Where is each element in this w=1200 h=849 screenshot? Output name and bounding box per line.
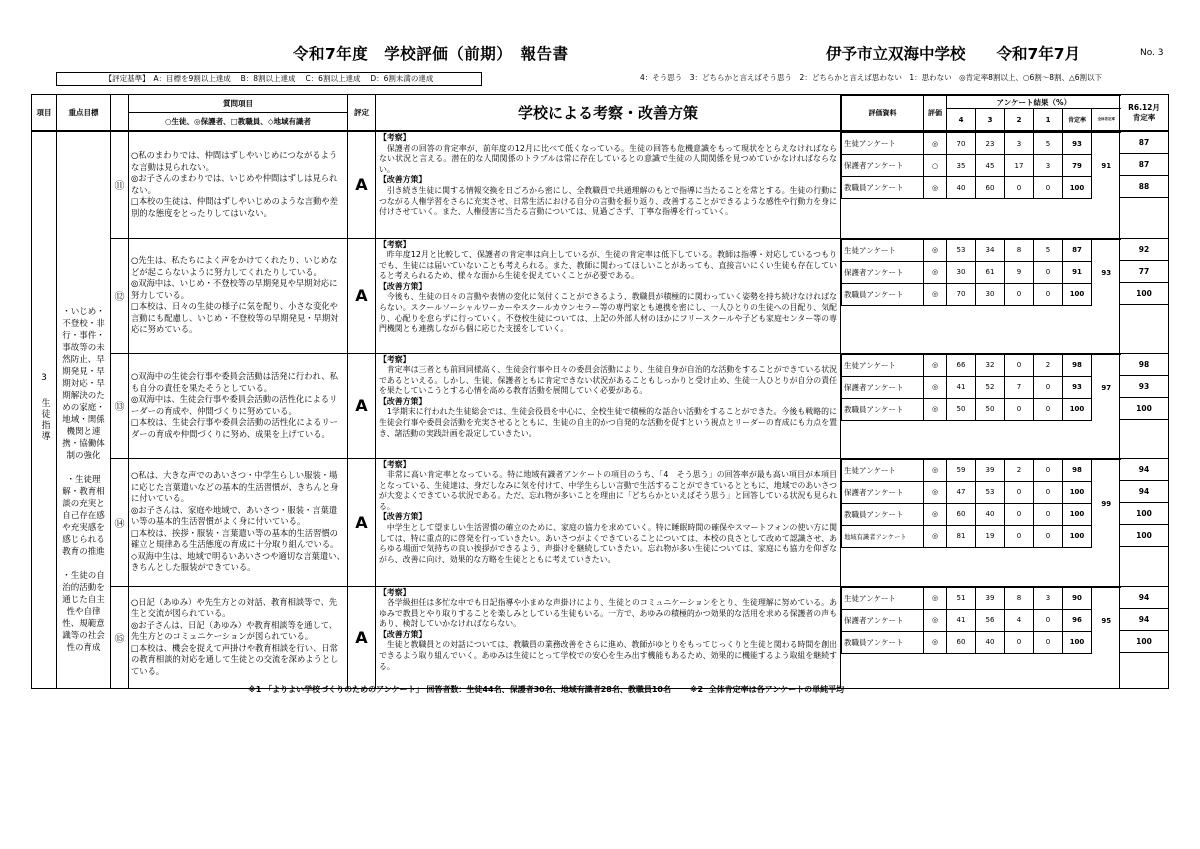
survey-source: 保護者アンケート (842, 609, 924, 631)
question-text: ◎双海中は、いじめ・不登校等の早期発見や早期対応に努力している。 (131, 278, 338, 300)
survey-s3: 30 (976, 283, 1005, 305)
report-title: 令和7年度 学校評価（前期） 報告書 (293, 45, 569, 63)
question-items (129, 131, 348, 238)
grade-value: A (348, 238, 376, 353)
category-name: 生徒指導 (39, 398, 50, 443)
kousatsu-text: 昨年度12月と比較して、保護者の肯定率は向上しているが、生徒の肯定率は低下している。教師は指導・対応しているつもりでも、生徒には届いていないことも考えられる。また、教師に関わってほしいことがあっても、直接言いにくい生徒も存在していると考えられるため、様々な面から生徒を捉えていくことが必要である。 (379, 250, 837, 281)
survey-s1: 2 (1034, 354, 1063, 376)
survey-s3: 53 (976, 481, 1005, 503)
survey-s1: 0 (1034, 261, 1063, 283)
question-number: ⑫ (111, 238, 129, 353)
kaizen-text: 引き続き生徒に関する情報交換を日ごろから密にし、全教職員で共通理解のもとで指導に当たることを常とする。生徒の行動につながる人権学習をさらに充実させ、日常生活における自分の言動を振り返り、改善することができるような感性や行動力を身に付けさせていく。また、人権侵害に当たる言動については、見過ごさず、丁寧な指導を行っていく。 (379, 185, 837, 217)
question-text: ◎双海中は、生徒会行事や委員会活動の活性化によるリーダーの育成や、仲間づくりに努めている。 (131, 394, 338, 416)
survey-s4: 60 (947, 631, 976, 653)
col-prev-bottom: 肯定率 (1132, 112, 1156, 122)
prev-rate: 100 (1120, 503, 1168, 525)
survey-rate: 98 (1063, 459, 1092, 481)
question-text: □本校は、機会を捉えて声掛けや教育相談を行い、日常の教育相談的対応を通して生徒との交流を深めようとしている。 (131, 642, 339, 676)
prev-rate: 94 (1120, 587, 1168, 609)
survey-row (842, 525, 1121, 547)
eval-mark: ◎ (924, 261, 947, 283)
survey-row (842, 354, 1121, 376)
kousatsu-heading: 【考察】 (379, 354, 411, 364)
kaizen-heading: 【改善方策】 (379, 512, 427, 522)
survey-rate: 87 (1063, 239, 1092, 261)
survey-s4: 50 (947, 398, 976, 420)
survey-source: 保護者アンケート (842, 155, 924, 177)
eval-mark: ◎ (924, 525, 947, 547)
survey-results (841, 353, 1120, 458)
survey-s4: 41 (947, 609, 976, 631)
survey-s2: 8 (1005, 239, 1034, 261)
prev-rate-cell (1120, 586, 1169, 688)
eval-mark: ◎ (924, 481, 947, 503)
survey-source: 保護者アンケート (842, 261, 924, 283)
prev-rate: 88 (1120, 176, 1168, 198)
prev-rate: 94 (1120, 459, 1168, 481)
survey-row (842, 239, 1121, 261)
survey-rate: 100 (1063, 525, 1092, 547)
survey-row (842, 631, 1121, 653)
eval-mark: ◎ (924, 177, 947, 199)
survey-rate: 90 (1063, 587, 1092, 609)
overall-rate: 97 (1092, 354, 1121, 421)
survey-results (841, 238, 1120, 353)
col-s2: 2 (1005, 109, 1034, 131)
grade-value: A (348, 353, 376, 458)
school-and-date: 伊予市立双海中学校 令和7年7月 (826, 45, 1081, 63)
survey-row (842, 503, 1121, 525)
eval-mark: ◎ (924, 587, 947, 609)
survey-s1: 0 (1034, 503, 1063, 525)
prev-rate: 87 (1120, 132, 1168, 154)
analysis-cell (376, 131, 841, 238)
survey-source: 教職員アンケート (842, 631, 924, 653)
survey-s3: 34 (976, 239, 1005, 261)
col-grade: 評定 (348, 95, 376, 132)
survey-results (841, 131, 1120, 238)
survey-s2: 2 (1005, 459, 1034, 481)
prev-rate: 92 (1120, 239, 1168, 261)
kousatsu-heading: 【考察】 (379, 459, 411, 469)
question-text: ◎お子さんは、家庭や地域で、あいさつ・服装・言葉遣い等の基本的生活習慣がよく身に付いている。 (131, 504, 338, 527)
survey-source: 生徒アンケート (842, 587, 924, 609)
survey-s4: 53 (947, 239, 976, 261)
prev-rate: 94 (1120, 609, 1168, 631)
table-row (32, 458, 1169, 586)
grade-value: A (348, 458, 376, 586)
kaizen-heading: 【改善方策】 (379, 629, 427, 639)
table-row (32, 353, 1169, 458)
overall-rate: 99 (1092, 459, 1121, 548)
survey-rate: 93 (1063, 133, 1092, 155)
survey-row (842, 609, 1121, 631)
goal-3: ・生徒の自治的活動を通じた自主性や自律性、規範意識等の社会性の育成 (62, 570, 105, 653)
prev-rate-cell (1120, 131, 1169, 238)
survey-s3: 23 (976, 133, 1005, 155)
category-cell (32, 131, 57, 688)
kaizen-text: 生徒と教職員との対話については、教職員の業務改善をさらに進め、教師がゆとりをもってじっくりと生徒と関わる時間を創出できるよう取り組んでいく。あゆみは生徒にとって学校での安心を生み出す機能もあるため、効果的に機能するよう取組を継続する。 (379, 640, 837, 671)
prev-rate-cell (1120, 353, 1169, 458)
kaizen-heading: 【改善方策】 (379, 396, 427, 406)
analysis-cell (376, 586, 841, 688)
question-text: □本校は、生徒会行事や委員会活動の活性化によるリーダーの育成や仲間づくりに努め、成果を上げている。 (131, 417, 338, 439)
eval-mark: ◎ (924, 459, 947, 481)
question-text: ○私のまわりでは、仲間はずしやいじめにつながるような言動は見られない。 (131, 150, 338, 172)
goal-1: ・いじめ・不登校・非行・事件・事故等の未然防止、早期発見・早期対応・早期解決のための家庭・地域・関係機関と連携・協働体制の強化 (62, 306, 105, 461)
survey-row (842, 459, 1121, 481)
question-number: ⑪ (111, 131, 129, 238)
prev-rate: 100 (1120, 525, 1168, 547)
question-number: ⑮ (111, 586, 129, 688)
survey-s3: 40 (976, 503, 1005, 525)
survey-s1: 5 (1034, 239, 1063, 261)
survey-s1: 0 (1034, 398, 1063, 420)
kaizen-text: 今後も、生徒の日々の言動や表情の変化に気付くことができるよう、教職員が積極的に関わっていく姿勢を持ち続けなければならない。スクールソーシャルワーカーやスクールカウンセラー等の専門家とも連携を密にし、一人ひとりの生徒への目配り、気配り、心配りを怠らずに行っていく。不登校生徒については、上記の外部人材のほかにフリースクールや子ども家庭センター等の専門機関とも連携しながら個に応じた支援をしていく。 (379, 292, 837, 334)
page-number: No. 3 (1140, 48, 1164, 58)
col-overall: 全体肯定率 (1092, 109, 1121, 131)
col-question-sub: ○生徒、◎保護者、□教職員、◇地域有識者 (129, 112, 348, 131)
survey-s3: 61 (976, 261, 1005, 283)
survey-row (842, 398, 1121, 420)
survey-row (842, 481, 1121, 503)
survey-s1: 3 (1034, 155, 1063, 177)
col-rate: 肯定率 (1063, 109, 1092, 131)
analysis-cell (376, 238, 841, 353)
survey-s1: 0 (1034, 283, 1063, 305)
goal-cell (57, 131, 111, 688)
survey-s1: 3 (1034, 587, 1063, 609)
survey-rate: 100 (1063, 177, 1092, 199)
survey-s4: 51 (947, 587, 976, 609)
survey-s3: 50 (976, 398, 1005, 420)
survey-source: 教職員アンケート (842, 503, 924, 525)
survey-s2: 9 (1005, 261, 1034, 283)
kaizen-text: 中学生として望ましい生活習慣の確立のために、家庭の協力を求めていく。特に睡眠時間の確保やスマートフォンの使い方に関しては、特に重点的に啓発を行っていきたい。あいさつがよくできていることについては、本校の良さとして改めて認識させ、あらゆる場面で気持ちの良い挨拶ができるよう、声掛けを継続していきたい。忘れ物が多い生徒については、家庭にも協力を仰ぎながら、改善に向け、効果的な方略を生徒とともに考えていきたい。 (379, 523, 837, 564)
question-text: □本校は、挨拶・服装・言葉遣い等の基本的生活習慣の確立と規律ある生活態度の育成に十分取り組んでいる。 (131, 527, 339, 550)
overall-rate: 93 (1092, 239, 1121, 306)
col-survey: アンケート結果（%） (947, 96, 1121, 109)
grading-criteria: 【評定基準】 A：目標を9割以上達成 B：8割以上達成 C：6割以上達成 D：6割未満の達成 (56, 72, 482, 86)
survey-rate: 93 (1063, 376, 1092, 398)
survey-s3: 39 (976, 587, 1005, 609)
survey-row (842, 261, 1121, 283)
analysis-cell (376, 458, 841, 586)
goal-2: ・生徒理解・教育相談の充実と自己存在感や充実感を感じられる教育の推進 (62, 474, 105, 557)
survey-s2: 0 (1005, 525, 1034, 547)
survey-source: 教職員アンケート (842, 398, 924, 420)
question-text: □本校の生徒は、仲間はずしやいじめのような言動や差別的な態度をとったりしてはいない。 (131, 196, 338, 218)
question-number: ⑬ (111, 353, 129, 458)
eval-mark: ◎ (924, 354, 947, 376)
question-text: ○双海中の生徒会行事や委員会活動は活発に行われ、私も自分の責任を果たそうとしている。 (131, 371, 338, 393)
survey-source: 教職員アンケート (842, 177, 924, 199)
survey-s2: 4 (1005, 609, 1034, 631)
question-text: ◇双海中生は、地域で明るいあいさつや適切な言葉遣い、きちんとした服装ができている。 (131, 550, 345, 573)
col-eval: 評価 (924, 96, 947, 131)
survey-rate: 100 (1063, 631, 1092, 653)
eval-mark: ◎ (924, 283, 947, 305)
survey-legend: 4：そう思う 3：どちらかと言えばそう思う 2：どちらかと言えば思わない 1：思わない ◎肯定率8割以上、○6割～8割、△6割以下 (640, 73, 1103, 82)
survey-s2: 3 (1005, 133, 1034, 155)
survey-row (842, 177, 1121, 199)
question-text: ○私は、大きな声でのあいさつ・中学生らしい服装・場に応じた言葉遣いなどの基本的生活習慣が、きちんと身に付いている。 (131, 470, 339, 504)
survey-s2: 0 (1005, 398, 1034, 420)
survey-s1: 0 (1034, 376, 1063, 398)
question-text: ○日記（あゆみ）や先生方との対話、教育相談等で、先生と交流が図られている。 (131, 596, 338, 619)
survey-s3: 52 (976, 376, 1005, 398)
survey-source: 生徒アンケート (842, 239, 924, 261)
question-number: ⑭ (111, 458, 129, 586)
survey-s1: 0 (1034, 525, 1063, 547)
kousatsu-heading: 【考察】 (379, 239, 411, 249)
kousatsu-text: 保護者の回答の肯定率が、前年度の12月に比べて低くなっている。生徒の回答も危機意識をもって現状をとらえなければならない状況と言える。潜在的な人間関係のトラブルは常に存在しているとの意識で生徒の人間関係を見つめていかなければならない。 (379, 143, 837, 174)
col-item: 項目 (32, 95, 57, 132)
survey-s3: 40 (976, 631, 1005, 653)
question-items (129, 586, 348, 688)
survey-s4: 41 (947, 376, 976, 398)
prev-rate: 100 (1120, 631, 1168, 653)
eval-mark: ◎ (924, 133, 947, 155)
prev-rate: 98 (1120, 354, 1168, 376)
prev-rate: 100 (1120, 398, 1168, 420)
survey-s3: 39 (976, 459, 1005, 481)
survey-results (841, 586, 1120, 688)
survey-row (842, 587, 1121, 609)
survey-s1: 0 (1034, 459, 1063, 481)
survey-s1: 0 (1034, 609, 1063, 631)
survey-s3: 19 (976, 525, 1005, 547)
eval-mark: ◎ (924, 398, 947, 420)
survey-s2: 8 (1005, 587, 1034, 609)
prev-rate: 100 (1120, 283, 1168, 305)
table-row (32, 586, 1169, 688)
survey-s4: 70 (947, 283, 976, 305)
kousatsu-text: 非常に高い肯定率となっている。特に地域有識者アンケートの項目のうち、「4 そう思う」の回答率が最も高い項目が本項目となっている、生徒達は、身だしなみに気を付けて、中学生らしい言動で生活することができているとともに、地域でのあいさつが大変よくできている状況である。ただ、忘れ物が多いことを理由に「どちらかといえばそう思う」と回答している状況も見られる。 (379, 470, 837, 511)
question-text: ◎お子さんは、日記（あゆみ）や教育相談等を通して、先生方とのコミュニケーションが図られている。 (131, 619, 338, 642)
grade-value: A (348, 586, 376, 688)
col-s3: 3 (976, 109, 1005, 131)
kousatsu-text: 各学級担任は多忙な中でも日記指導や小まめな声掛けにより、生徒とのコミュニケーションをとり、生徒理解に努めている。あゆみで教員とやり取りすることを楽しみとしている生徒もいる。一方で、あゆみの積極的かつ効果的な活用を求める保護者の声もあり、検討していかなければならない。 (379, 598, 837, 629)
survey-s4: 81 (947, 525, 976, 547)
col-goal: 重点目標 (57, 95, 111, 132)
survey-row (842, 283, 1121, 305)
survey-s4: 70 (947, 133, 976, 155)
eval-mark: ◎ (924, 609, 947, 631)
question-items (129, 458, 348, 586)
survey-source: 教職員アンケート (842, 283, 924, 305)
overall-rate: 91 (1092, 133, 1121, 200)
survey-rate: 100 (1063, 481, 1092, 503)
survey-s4: 60 (947, 503, 976, 525)
survey-source: 生徒アンケート (842, 354, 924, 376)
question-text: ◎お子さんのまわりでは、いじめや仲間はずしは見られない。 (131, 173, 338, 195)
survey-s2: 0 (1005, 631, 1034, 653)
survey-s1: 5 (1034, 133, 1063, 155)
survey-s1: 0 (1034, 631, 1063, 653)
survey-rate: 100 (1063, 283, 1092, 305)
col-analysis: 学校による考察・改善方策 (376, 95, 841, 132)
kousatsu-heading: 【考察】 (379, 133, 411, 142)
kousatsu-heading: 【考察】 (379, 587, 411, 597)
overall-rate: 95 (1092, 587, 1121, 654)
prev-rate: 77 (1120, 261, 1168, 283)
survey-results (841, 458, 1120, 586)
survey-s2: 0 (1005, 177, 1034, 199)
eval-mark: ◎ (924, 239, 947, 261)
survey-s1: 0 (1034, 177, 1063, 199)
survey-s4: 35 (947, 155, 976, 177)
eval-mark: ◎ (924, 631, 947, 653)
col-prev (1120, 95, 1169, 132)
table-row (32, 238, 1169, 353)
prev-rate-cell (1120, 458, 1169, 586)
col-num (111, 95, 129, 132)
col-prev-top: R6.12月 (1128, 102, 1160, 112)
survey-s2: 0 (1005, 481, 1034, 503)
survey-s2: 17 (1005, 155, 1034, 177)
col-question: 質問項目 (129, 95, 348, 113)
col-material: 評価資料 (842, 96, 924, 131)
survey-s3: 56 (976, 609, 1005, 631)
survey-source: 保護者アンケート (842, 376, 924, 398)
col-s4: 4 (947, 109, 976, 131)
survey-s3: 60 (976, 177, 1005, 199)
survey-s4: 47 (947, 481, 976, 503)
survey-rate: 91 (1063, 261, 1092, 283)
kaizen-text: 1学期末に行われた生徒総会では、生徒会役員を中心に、全校生徒で積極的な話合い活動をすることができた。今後も戦略的に生徒会行事や委員会活動を充実させるとともに、生徒の自主的かつ自発的な活動を促すという視点とリーダーの育成にも力点を置き、諸活動の実践計画を設定していきたい。 (379, 407, 837, 438)
survey-rate: 79 (1063, 155, 1092, 177)
prev-rate: 94 (1120, 481, 1168, 503)
survey-s1: 0 (1034, 481, 1063, 503)
survey-rate: 100 (1063, 503, 1092, 525)
survey-s4: 30 (947, 261, 976, 283)
kaizen-heading: 【改善方策】 (379, 281, 427, 291)
survey-s4: 66 (947, 354, 976, 376)
survey-source: 地域有識者アンケート (842, 525, 924, 547)
prev-rate-cell (1120, 238, 1169, 353)
survey-row (842, 376, 1121, 398)
survey-rate: 96 (1063, 609, 1092, 631)
col-survey-group (841, 95, 1120, 132)
survey-source: 保護者アンケート (842, 481, 924, 503)
survey-row (842, 133, 1121, 155)
survey-rate: 100 (1063, 398, 1092, 420)
kousatsu-text: 肯定率は三者とも前回同様高く、生徒会行事や日々の委員会活動により、生徒自身が自治的な活動をすることができている状況であるといえる。しかし、生徒、保護者ともに肯定できない状況があることもしっかりと受け止め、生徒一人ひとりが自分の責任を果たしていこうとする心情を高める教育活動を展開していく必要がある。 (379, 365, 837, 396)
footnote: ※1 「よりよい学校づくりのためのアンケート」 回答者数：生徒44名、保護者30名、地域有識者28名、教職員10名 ※2 全体肯定率は各アンケートの単純平均 (248, 685, 845, 694)
question-text: ○先生は、私たちによく声をかけてくれたり、いじめなどが起こらないように努力してくれたりしている。 (131, 255, 338, 277)
survey-source: 生徒アンケート (842, 133, 924, 155)
survey-rate: 98 (1063, 354, 1092, 376)
col-s1: 1 (1034, 109, 1063, 131)
eval-mark: ◎ (924, 376, 947, 398)
survey-s3: 45 (976, 155, 1005, 177)
survey-s2: 0 (1005, 354, 1034, 376)
question-text: □本校は、日々の生徒の様子に気を配り、小さな変化や言動にも配慮し、いじめ・不登校等の早期発見・早期対応に努めている。 (131, 301, 339, 335)
evaluation-table (31, 94, 1169, 689)
category-number: 3 (41, 373, 47, 384)
survey-source: 生徒アンケート (842, 459, 924, 481)
kaizen-heading: 【改善方策】 (379, 175, 427, 185)
table-row (32, 131, 1169, 238)
question-items (129, 353, 348, 458)
question-items (129, 238, 348, 353)
survey-s2: 0 (1005, 283, 1034, 305)
eval-mark: ◎ (924, 503, 947, 525)
survey-s4: 59 (947, 459, 976, 481)
prev-rate: 87 (1120, 154, 1168, 176)
survey-s2: 0 (1005, 503, 1034, 525)
grade-value: A (348, 131, 376, 238)
prev-rate: 93 (1120, 376, 1168, 398)
survey-s4: 40 (947, 177, 976, 199)
eval-mark: ○ (924, 155, 947, 177)
survey-s2: 7 (1005, 376, 1034, 398)
analysis-cell (376, 353, 841, 458)
survey-row (842, 155, 1121, 177)
survey-s3: 32 (976, 354, 1005, 376)
